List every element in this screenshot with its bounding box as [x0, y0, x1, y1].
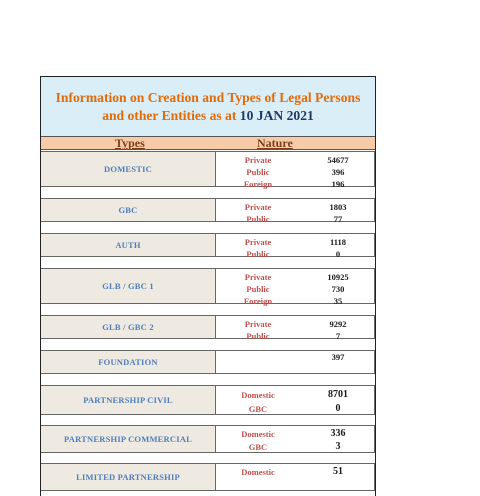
nature-line — [216, 178, 374, 190]
count-value: 54677 — [327, 155, 349, 165]
nature-cell — [215, 198, 375, 222]
nature-line — [216, 318, 374, 330]
count-value: 7 — [335, 331, 341, 341]
nature-label: Foreign — [243, 179, 273, 189]
count-value: 77 — [333, 214, 343, 224]
table-row — [41, 198, 375, 222]
type-label: FOUNDATION — [98, 357, 158, 367]
count-value: 396 — [331, 167, 345, 177]
nature-line — [216, 213, 374, 225]
nature-cell — [215, 151, 375, 187]
count-value: 336 — [330, 428, 346, 439]
type-label: AUTH — [115, 240, 141, 250]
nature-label: Private — [244, 319, 272, 329]
nature-cell — [215, 268, 375, 304]
table-row — [41, 315, 375, 339]
table-row — [41, 151, 375, 187]
nature-cell — [215, 425, 375, 453]
count-value: 1803 — [329, 202, 347, 212]
nature-line — [216, 154, 374, 166]
nature-line — [216, 283, 374, 295]
count-value: 51 — [333, 466, 343, 477]
nature-label: GBC — [248, 404, 268, 414]
header-types: Types — [115, 136, 145, 150]
table-row — [41, 268, 375, 304]
title-line-2-prefix: and other Entities as at — [102, 107, 237, 123]
type-label: PARTNERSHIP CIVIL — [83, 395, 173, 405]
count-value: 1118 — [329, 237, 347, 247]
type-label: DOMESTIC — [104, 164, 152, 174]
nature-line — [216, 441, 374, 453]
title-line-1: Information on Creation and Types of Legal Persons — [55, 89, 361, 105]
nature-label: GBC — [248, 442, 268, 452]
nature-label: Private — [244, 202, 272, 212]
nature-line — [216, 403, 374, 415]
nature-label: Public — [246, 167, 270, 177]
nature-line — [216, 166, 374, 178]
nature-line — [216, 236, 374, 248]
count-value: 3 — [335, 441, 341, 452]
type-label: GBC — [118, 205, 138, 215]
nature-label: Domestic — [241, 390, 275, 400]
nature-label: Public — [246, 284, 270, 294]
legal-persons-table — [40, 76, 376, 496]
table-title — [41, 77, 375, 136]
nature-line — [216, 428, 374, 440]
nature-cell — [215, 463, 375, 491]
header-nature: Nature — [257, 136, 293, 150]
count-value: 0 — [335, 403, 341, 414]
nature-line — [216, 389, 374, 401]
nature-label: Public — [246, 249, 270, 259]
count-value: 397 — [331, 352, 345, 362]
count-value: 35 — [333, 296, 343, 306]
count-value: 9292 — [329, 319, 347, 329]
type-label: LIMITED PARTNERSHIP — [76, 472, 180, 482]
type-label: GLB / GBC 1 — [102, 281, 154, 291]
type-label: PARTNERSHIP COMMERCIAL — [64, 434, 192, 444]
table-row — [41, 350, 375, 374]
title-line-2 — [102, 107, 314, 125]
nature-line — [216, 351, 374, 363]
nature-line — [216, 248, 374, 260]
nature-label: Private — [244, 237, 272, 247]
table-row — [41, 385, 375, 415]
nature-cell — [215, 385, 375, 415]
nature-line — [216, 295, 374, 307]
type-label: GLB / GBC 2 — [102, 322, 154, 332]
nature-label: Domestic — [241, 429, 275, 439]
nature-cell — [215, 233, 375, 257]
table-row — [41, 233, 375, 257]
nature-cell — [215, 315, 375, 339]
count-value: 8701 — [328, 389, 348, 400]
nature-label: Private — [244, 272, 272, 282]
nature-line — [216, 330, 374, 342]
table-header — [41, 136, 375, 150]
nature-label: Public — [246, 331, 270, 341]
nature-line — [216, 271, 374, 283]
table-row — [41, 463, 375, 491]
nature-label: Private — [244, 155, 272, 165]
count-value: 196 — [331, 179, 345, 189]
count-value: 730 — [331, 284, 345, 294]
nature-line — [216, 466, 374, 478]
nature-label: Domestic — [241, 467, 275, 477]
nature-line — [216, 201, 374, 213]
nature-label: Public — [246, 214, 270, 224]
count-value: 0 — [335, 249, 341, 259]
table-row — [41, 425, 375, 453]
count-value: 10925 — [327, 272, 349, 282]
title-date: 10 JAN 2021 — [239, 107, 314, 123]
nature-label: Foreign — [243, 296, 273, 306]
nature-cell — [215, 350, 375, 374]
